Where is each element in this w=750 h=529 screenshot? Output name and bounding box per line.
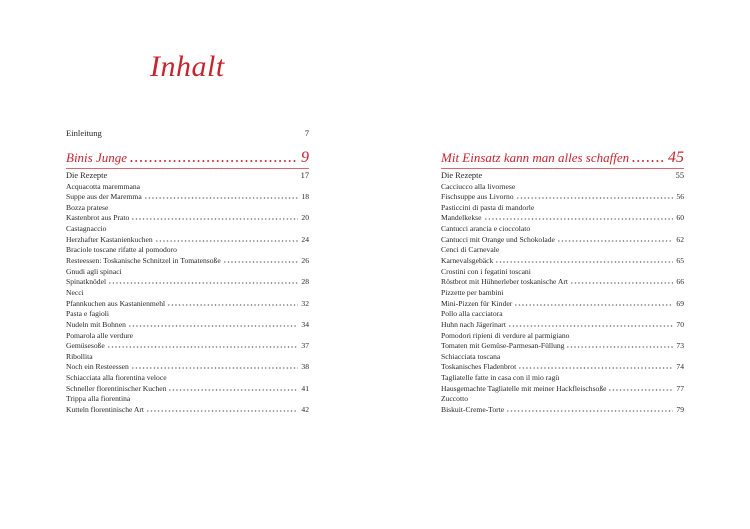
recipe-list: [441, 182, 684, 416]
entry-page-number: 41: [301, 383, 309, 393]
entry-page-number: 74: [676, 362, 684, 372]
recipes-label: Die Rezepte: [66, 171, 108, 180]
entry-german-title: Schneller florentinischer Kuchen: [66, 383, 167, 393]
entry-german-title: Tomaten mit Gemüse-Parmesan-Füllung: [441, 341, 565, 351]
entry-german-row: [66, 192, 309, 203]
entry-german-row: [441, 256, 684, 267]
toc-entry: [441, 245, 684, 266]
entry-page-number: 56: [676, 192, 684, 202]
toc-entry: [441, 331, 684, 352]
toc-entry: [441, 288, 684, 309]
toc-entry: [66, 373, 309, 394]
leader-dots: [484, 218, 674, 220]
recipes-header: [441, 170, 684, 181]
entry-italian-title: Pomodori ripieni di verdure al parmigiano: [441, 330, 570, 340]
entry-german-title: Pfannkuchen aus Kastanienmehl: [66, 298, 166, 308]
leader-dots: [108, 282, 298, 284]
entry-italian-title: Zuccotto: [441, 394, 468, 404]
recipes-label: Die Rezepte: [441, 171, 483, 180]
entry-italian-title: Schiacciata alla fiorentina veloce: [66, 373, 167, 383]
entry-page-number: 24: [301, 234, 309, 244]
intro-page-number: 7: [304, 128, 309, 138]
entry-page-number: 79: [676, 405, 684, 415]
entry-page-number: 65: [676, 255, 684, 265]
entry-german-title: Resteessen: Toskanische Schnitzel in Tomatensoße: [66, 255, 221, 265]
toc-entry: [66, 309, 309, 330]
entry-german-row: [66, 277, 309, 288]
leader-dots: [516, 197, 674, 199]
leader-dots: [506, 410, 673, 412]
entry-italian-title: Ribollita: [66, 351, 93, 361]
entry-german-row: [66, 405, 309, 416]
entry-italian-title: Pomarola alle verdure: [66, 330, 134, 340]
entry-page-number: 32: [301, 298, 309, 308]
entry-german-row: [441, 213, 684, 224]
entry-german-title: Cantucci mit Orange und Schokolade: [441, 234, 555, 244]
entry-italian-title: Pasticcini di pasta di mandorle: [441, 202, 535, 212]
entry-page-number: 18: [301, 192, 309, 202]
entry-page-number: 66: [676, 277, 684, 287]
entry-german-row: [441, 384, 684, 395]
chapter-page-number: 45: [668, 149, 684, 166]
entry-german-title: Mini-Pizzen für Kinder: [441, 298, 513, 308]
leader-dots: [107, 346, 299, 348]
entry-italian-title: Crostini con i fegatini toscani: [441, 266, 531, 276]
toc-entry: [441, 182, 684, 203]
leader-dots: [631, 160, 664, 162]
entry-italian-title: Tagliatelle fatte in casa con il mio ragù: [441, 373, 560, 383]
entry-italian-title: Schiacciata toscana: [441, 351, 501, 361]
toc-entry: [66, 394, 309, 415]
entry-german-title: Mandelkekse: [441, 213, 482, 223]
entry-german-row: [441, 192, 684, 203]
entry-page-number: 77: [676, 383, 684, 393]
entry-page-number: 70: [676, 319, 684, 329]
entry-page-number: 34: [301, 319, 309, 329]
entry-german-row: [66, 320, 309, 331]
recipes-page-number: 55: [675, 171, 684, 180]
entry-page-number: 20: [301, 213, 309, 223]
entry-italian-title: Necci: [66, 287, 84, 297]
toc-entry: [441, 203, 684, 224]
entry-page-number: 38: [301, 362, 309, 372]
entry-german-title: Gemüsesoße: [66, 341, 105, 351]
toc-entry: [66, 224, 309, 245]
entry-italian-title: Acquacotta maremmana: [66, 181, 141, 191]
chapter-title: Binis Junge: [66, 150, 128, 165]
leader-dots: [129, 160, 297, 162]
entry-german-row: [441, 341, 684, 352]
toc-entry: [441, 224, 684, 245]
entry-german-title: Suppe aus der Maremma: [66, 192, 142, 202]
entry-german-title: Huhn nach Jägerinart: [441, 319, 506, 329]
entry-german-title: Toskanisches Fladenbrot: [441, 362, 517, 372]
entry-german-row: [441, 277, 684, 288]
entry-page-number: 37: [301, 341, 309, 351]
entry-german-title: Hausgemachte Tagliatelle mit meiner Hackfleischsoße: [441, 383, 607, 393]
entry-italian-title: Braciole toscane rifatte al pomodoro: [66, 245, 177, 255]
entry-german-row: [441, 362, 684, 373]
entry-page-number: 60: [676, 213, 684, 223]
intro-label: Einleitung: [66, 128, 102, 138]
leader-dots: [144, 197, 299, 199]
entry-italian-title: Cenci di Carnevale: [441, 245, 500, 255]
toc-entry: [66, 288, 309, 309]
entry-german-title: Herzhafter Kastanienkuchen: [66, 234, 153, 244]
intro-row: [66, 127, 309, 139]
entry-german-row: [441, 235, 684, 246]
entry-german-row: [66, 384, 309, 395]
recipes-page-number: 17: [300, 171, 309, 180]
entry-german-title: Spinatknödel: [66, 277, 107, 287]
entry-german-row: [66, 341, 309, 352]
leader-dots: [131, 367, 299, 369]
leader-dots: [570, 282, 673, 284]
recipes-header: [66, 170, 309, 181]
entry-italian-title: Castagnaccio: [66, 224, 107, 234]
toc-entry: [66, 352, 309, 373]
entry-german-row: [66, 256, 309, 267]
entry-german-title: Fischsuppe aus Livorno: [441, 192, 514, 202]
leader-dots: [168, 389, 298, 391]
entry-german-title: Röstbrot mit Hühnerleber toskanische Art: [441, 277, 568, 287]
toc-entry: [441, 309, 684, 330]
toc-entry: [441, 394, 684, 415]
entry-german-row: [66, 235, 309, 246]
entry-german-title: Noch ein Resteessen: [66, 362, 129, 372]
toc-entry: [66, 267, 309, 288]
leader-dots: [167, 304, 298, 306]
leader-dots: [146, 410, 298, 412]
leader-dots: [495, 261, 673, 263]
leader-dots: [514, 304, 673, 306]
entry-german-title: Kutteln florentinische Art: [66, 405, 145, 415]
entry-german-title: Karnevalsgebäck: [441, 255, 494, 265]
entry-italian-title: Cantucci arancia e cioccolato: [441, 224, 531, 234]
leader-dots: [131, 218, 298, 220]
toc-entry: [66, 245, 309, 266]
chapter-heading: [441, 150, 684, 166]
entry-german-row: [441, 299, 684, 310]
toc-entry: [66, 331, 309, 352]
entry-page-number: 62: [676, 234, 684, 244]
toc-entry: [66, 203, 309, 224]
entry-page-number: 26: [301, 255, 309, 265]
leader-dots: [223, 261, 299, 263]
leader-dots: [508, 325, 673, 327]
entry-italian-title: Pollo alla cacciatora: [441, 309, 503, 319]
page-title: Inhalt: [150, 50, 225, 83]
entry-german-row: [441, 405, 684, 416]
entry-italian-title: Pasta e fagioli: [66, 309, 110, 319]
toc-entry: [441, 267, 684, 288]
entry-german-row: [66, 213, 309, 224]
leader-dots: [155, 240, 299, 242]
entry-italian-title: Gnudi agli spinaci: [66, 266, 122, 276]
entry-italian-title: Cacciucco alla livornese: [441, 181, 516, 191]
entry-italian-title: Bozza pratese: [66, 202, 109, 212]
chapter-rule: [66, 168, 309, 169]
leader-dots: [128, 325, 299, 327]
entry-german-row: [441, 320, 684, 331]
entry-page-number: 69: [676, 298, 684, 308]
entry-page-number: 73: [676, 341, 684, 351]
entry-page-number: 42: [301, 405, 309, 415]
entry-page-number: 28: [301, 277, 309, 287]
entry-german-row: [66, 299, 309, 310]
chapter-rule: [441, 168, 684, 169]
toc-entry: [66, 182, 309, 203]
entry-italian-title: Trippa alla fiorentina: [66, 394, 131, 404]
entry-german-title: Kastenbrot aus Prato: [66, 213, 130, 223]
recipe-list: [66, 182, 309, 416]
entry-german-title: Nudeln mit Bohnen: [66, 319, 126, 329]
toc-entry: [441, 352, 684, 373]
chapter-title: Mit Einsatz kann man alles schaffen: [441, 150, 630, 165]
toc-entry: [441, 373, 684, 394]
leader-dots: [566, 346, 673, 348]
entry-italian-title: Pizzette per bambini: [441, 287, 504, 297]
entry-german-row: [66, 362, 309, 373]
leader-dots: [608, 389, 673, 391]
leader-dots: [518, 367, 673, 369]
entry-german-title: Biskuit-Creme-Torte: [441, 405, 505, 415]
chapter-heading: [66, 150, 309, 166]
chapter-page-number: 9: [301, 149, 309, 166]
leader-dots: [557, 240, 674, 242]
